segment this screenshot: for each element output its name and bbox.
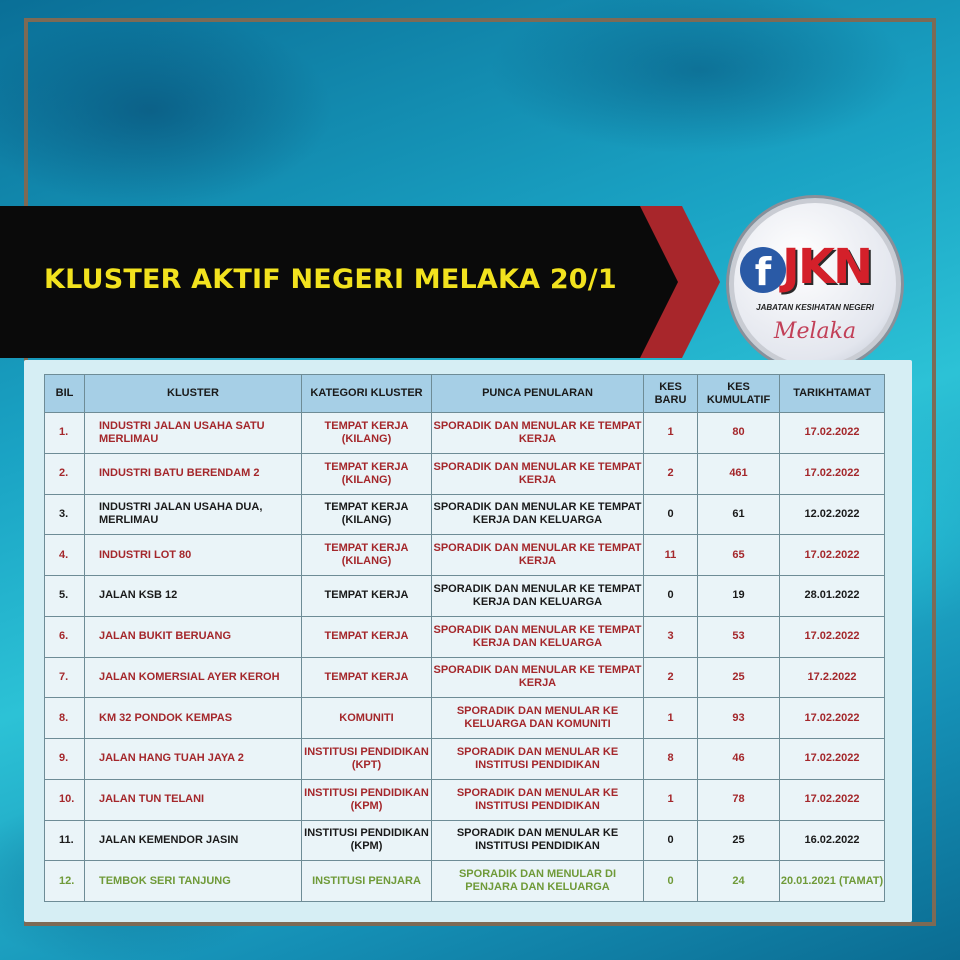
cell-bil: 6. bbox=[45, 616, 85, 657]
cell-kes-baru: 11 bbox=[644, 535, 698, 576]
table-row bbox=[45, 535, 885, 576]
cell-kes-kumulatif: 19 bbox=[698, 576, 780, 617]
table-row bbox=[45, 820, 885, 861]
page-title: KLUSTER AKTIF NEGERI MELAKA 20/1 bbox=[44, 264, 617, 295]
cell-kluster: JALAN KEMENDOR JASIN bbox=[85, 820, 302, 861]
cell-kluster: JALAN BUKIT BERUANG bbox=[85, 616, 302, 657]
cell-kategori: TEMPAT KERJA bbox=[302, 616, 432, 657]
cell-tarikh: 28.01.2022 bbox=[780, 576, 885, 617]
cell-kategori: TEMPAT KERJA (KILANG) bbox=[302, 535, 432, 576]
table-row bbox=[45, 739, 885, 780]
table-row bbox=[45, 779, 885, 820]
cell-kategori: INSTITUSI PENDIDIKAN (KPT) bbox=[302, 739, 432, 780]
cell-bil: 11. bbox=[45, 820, 85, 861]
table-row bbox=[45, 861, 885, 902]
cell-bil: 10. bbox=[45, 779, 85, 820]
chevron-arrow-icon bbox=[630, 206, 720, 358]
header-tarikh: TARIKHTAMAT bbox=[780, 375, 885, 413]
cell-bil: 7. bbox=[45, 657, 85, 698]
cell-bil: 9. bbox=[45, 739, 85, 780]
cell-kategori: INSTITUSI PENDIDIKAN (KPM) bbox=[302, 779, 432, 820]
cell-kategori: INSTITUSI PENDIDIKAN (KPM) bbox=[302, 820, 432, 861]
cell-bil: 8. bbox=[45, 698, 85, 739]
cell-kluster: TEMBOK SERI TANJUNG bbox=[85, 861, 302, 902]
table-row bbox=[45, 657, 885, 698]
cell-kategori: TEMPAT KERJA (KILANG) bbox=[302, 453, 432, 494]
cell-kluster: JALAN KOMERSIAL AYER KEROH bbox=[85, 657, 302, 698]
cell-bil: 3. bbox=[45, 494, 85, 535]
cell-punca: SPORADIK DAN MENULAR KE INSTITUSI PENDIDIKAN bbox=[432, 739, 644, 780]
cell-tarikh: 17.02.2022 bbox=[780, 779, 885, 820]
cell-punca: SPORADIK DAN MENULAR KE TEMPAT KERJA bbox=[432, 535, 644, 576]
cell-kes-baru: 0 bbox=[644, 861, 698, 902]
cell-kes-kumulatif: 65 bbox=[698, 535, 780, 576]
cell-kes-kumulatif: 93 bbox=[698, 698, 780, 739]
cell-bil: 2. bbox=[45, 453, 85, 494]
header-bil: BIL bbox=[45, 375, 85, 413]
cell-punca: SPORADIK DAN MENULAR KE INSTITUSI PENDIDIKAN bbox=[432, 779, 644, 820]
cell-tarikh: 20.01.2021 (TAMAT) bbox=[780, 861, 885, 902]
cell-bil: 1. bbox=[45, 413, 85, 454]
cell-kes-kumulatif: 461 bbox=[698, 453, 780, 494]
cell-kategori: TEMPAT KERJA (KILANG) bbox=[302, 413, 432, 454]
table-row bbox=[45, 494, 885, 535]
cell-kes-baru: 2 bbox=[644, 453, 698, 494]
cluster-table bbox=[44, 374, 885, 902]
cell-punca: SPORADIK DAN MENULAR KE TEMPAT KERJA bbox=[432, 413, 644, 454]
cell-punca: SPORADIK DAN MENULAR KE TEMPAT KERJA DAN KELUARGA bbox=[432, 576, 644, 617]
cell-kluster: KM 32 PONDOK KEMPAS bbox=[85, 698, 302, 739]
header-kategori: KATEGORI KLUSTER bbox=[302, 375, 432, 413]
cell-kluster: INDUSTRI JALAN USAHA SATU MERLIMAU bbox=[85, 413, 302, 454]
cell-bil: 4. bbox=[45, 535, 85, 576]
cell-kes-baru: 0 bbox=[644, 494, 698, 535]
cell-punca: SPORADIK DAN MENULAR KE TEMPAT KERJA DAN KELUARGA bbox=[432, 494, 644, 535]
cell-kategori: KOMUNITI bbox=[302, 698, 432, 739]
cell-tarikh: 17.02.2022 bbox=[780, 616, 885, 657]
cell-tarikh: 16.02.2022 bbox=[780, 820, 885, 861]
cell-kes-baru: 8 bbox=[644, 739, 698, 780]
cell-tarikh: 17.02.2022 bbox=[780, 535, 885, 576]
table-row bbox=[45, 698, 885, 739]
cell-kluster: INDUSTRI LOT 80 bbox=[85, 535, 302, 576]
cell-kluster: INDUSTRI JALAN USAHA DUA, MERLIMAU bbox=[85, 494, 302, 535]
jkn-logo bbox=[729, 198, 901, 370]
cell-punca: SPORADIK DAN MENULAR KE KELUARGA DAN KOMUNITI bbox=[432, 698, 644, 739]
cell-tarikh: 17.02.2022 bbox=[780, 698, 885, 739]
logo-subtitle: JABATAN KESIHATAN NEGERI bbox=[756, 303, 874, 312]
cell-kategori: TEMPAT KERJA bbox=[302, 576, 432, 617]
cell-tarikh: 17.02.2022 bbox=[780, 413, 885, 454]
cell-punca: SPORADIK DAN MENULAR DI PENJARA DAN KELUARGA bbox=[432, 861, 644, 902]
cell-kategori: INSTITUSI PENJARA bbox=[302, 861, 432, 902]
table-row bbox=[45, 616, 885, 657]
cell-kes-kumulatif: 80 bbox=[698, 413, 780, 454]
header-kluster: KLUSTER bbox=[85, 375, 302, 413]
cell-bil: 5. bbox=[45, 576, 85, 617]
table-row bbox=[45, 576, 885, 617]
cell-kes-baru: 0 bbox=[644, 576, 698, 617]
cell-tarikh: 17.2.2022 bbox=[780, 657, 885, 698]
cell-kes-kumulatif: 61 bbox=[698, 494, 780, 535]
table-header-row bbox=[45, 375, 885, 413]
cell-punca: SPORADIK DAN MENULAR KE TEMPAT KERJA bbox=[432, 657, 644, 698]
cell-bil: 12. bbox=[45, 861, 85, 902]
cell-kluster: JALAN KSB 12 bbox=[85, 576, 302, 617]
cell-kes-kumulatif: 46 bbox=[698, 739, 780, 780]
header-punca: PUNCA PENULARAN bbox=[432, 375, 644, 413]
logo-brand: JKN bbox=[782, 239, 872, 295]
cell-punca: SPORADIK DAN MENULAR KE TEMPAT KERJA DAN KELUARGA bbox=[432, 616, 644, 657]
facebook-icon: f bbox=[740, 247, 786, 293]
cell-kluster: INDUSTRI BATU BERENDAM 2 bbox=[85, 453, 302, 494]
table-row bbox=[45, 413, 885, 454]
header-kes-kumulatif: KES KUMULATIF bbox=[698, 375, 780, 413]
cell-tarikh: 17.02.2022 bbox=[780, 739, 885, 780]
cell-kes-kumulatif: 78 bbox=[698, 779, 780, 820]
cell-kluster: JALAN TUN TELANI bbox=[85, 779, 302, 820]
cell-kes-baru: 1 bbox=[644, 698, 698, 739]
cell-kes-baru: 0 bbox=[644, 820, 698, 861]
header-kes-baru: KES BARU bbox=[644, 375, 698, 413]
cell-tarikh: 12.02.2022 bbox=[780, 494, 885, 535]
cell-kategori: TEMPAT KERJA bbox=[302, 657, 432, 698]
cell-punca: SPORADIK DAN MENULAR KE TEMPAT KERJA bbox=[432, 453, 644, 494]
table-row bbox=[45, 453, 885, 494]
logo-script: Melaka bbox=[773, 319, 857, 344]
cell-kes-baru: 2 bbox=[644, 657, 698, 698]
cell-kes-baru: 3 bbox=[644, 616, 698, 657]
cell-kes-baru: 1 bbox=[644, 779, 698, 820]
cell-kes-kumulatif: 25 bbox=[698, 820, 780, 861]
cell-kes-kumulatif: 53 bbox=[698, 616, 780, 657]
cell-tarikh: 17.02.2022 bbox=[780, 453, 885, 494]
cell-kluster: JALAN HANG TUAH JAYA 2 bbox=[85, 739, 302, 780]
cell-kes-baru: 1 bbox=[644, 413, 698, 454]
cell-punca: SPORADIK DAN MENULAR KE INSTITUSI PENDIDIKAN bbox=[432, 820, 644, 861]
cell-kes-kumulatif: 24 bbox=[698, 861, 780, 902]
cell-kategori: TEMPAT KERJA (KILANG) bbox=[302, 494, 432, 535]
cell-kes-kumulatif: 25 bbox=[698, 657, 780, 698]
